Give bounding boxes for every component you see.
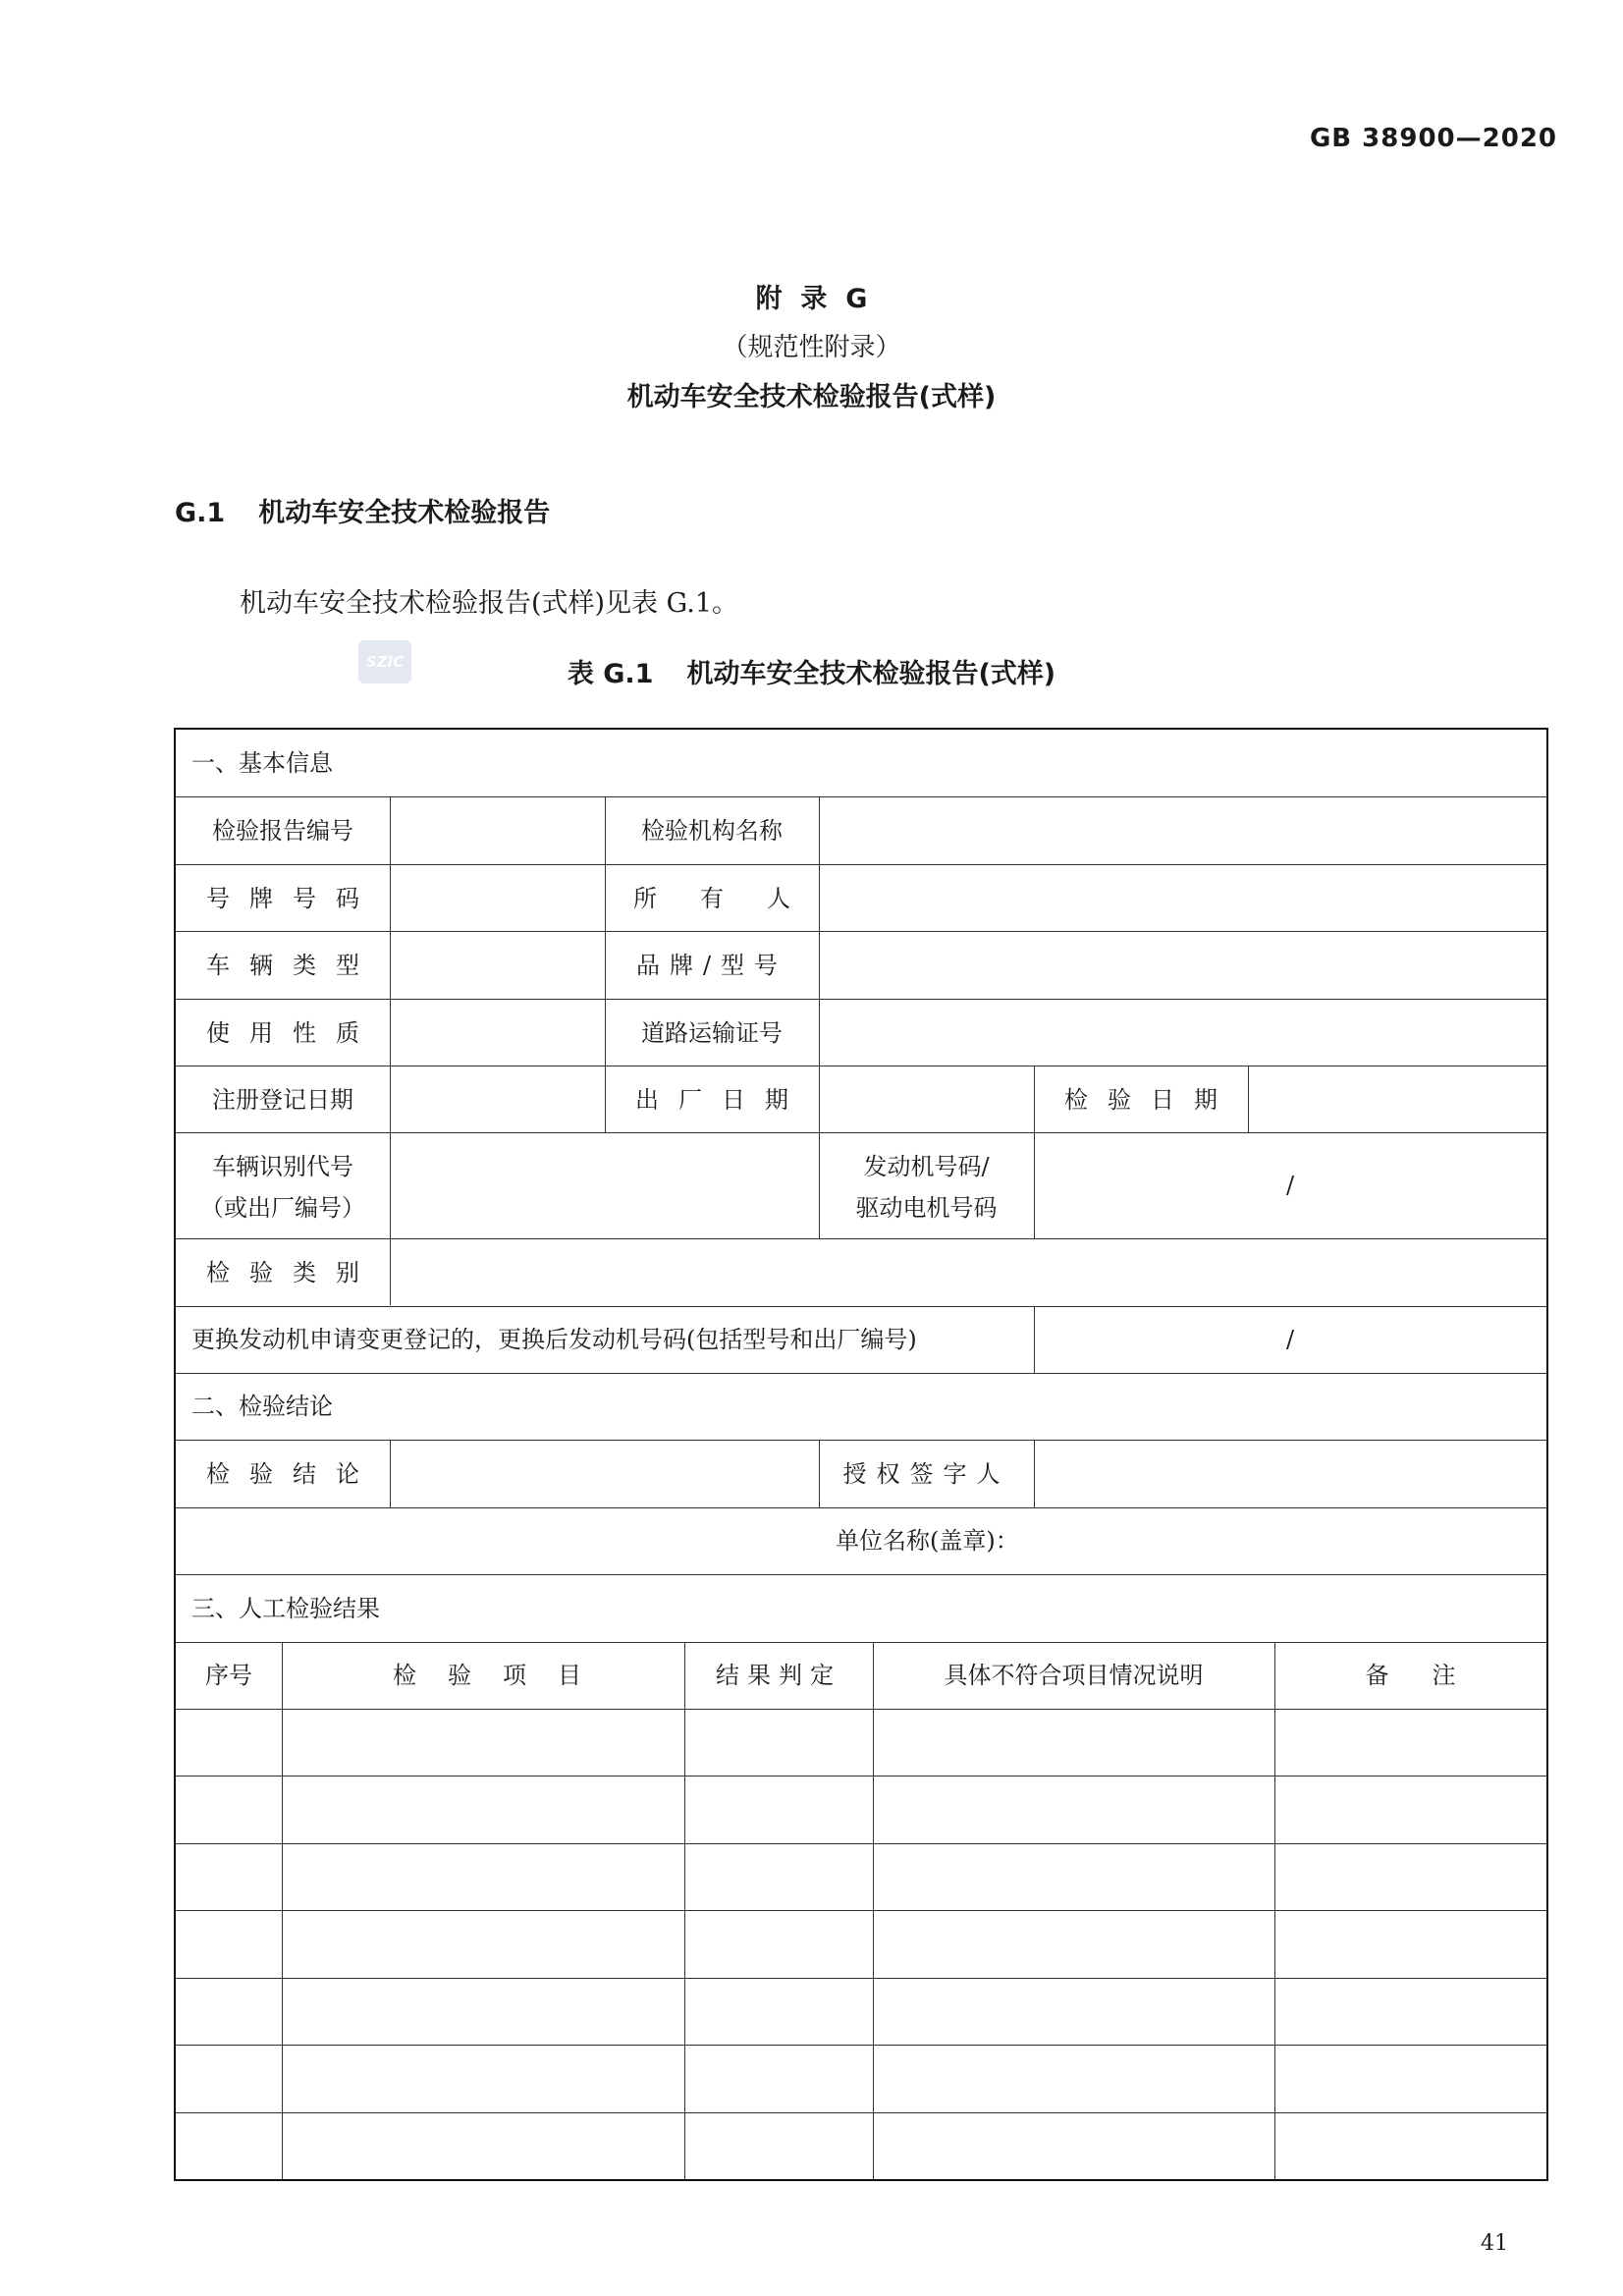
reg-date-label: 注册登记日期: [212, 1086, 353, 1114]
appendix-title: 附 录 G: [755, 284, 868, 314]
signer-label: 授权签字人: [842, 1460, 1010, 1488]
page-number: 41: [1481, 2231, 1508, 2256]
brand-model-label: 品牌/型号: [635, 952, 788, 979]
table-caption: [0, 652, 1623, 690]
inspect-category-label: 检验类别: [206, 1259, 379, 1286]
agency-name-label: 检验机构名称: [641, 817, 783, 845]
owner-label: 所有人: [633, 885, 834, 912]
report-no-label: 检验报告编号: [212, 817, 353, 845]
conclusion-heading: 二、检验结论: [191, 1393, 333, 1420]
standard-number: GB 38900—2020: [1309, 124, 1557, 153]
appendix-name: 机动车安全技术检验报告(式样): [626, 382, 997, 412]
engine-label-line2: 驱动电机号码: [855, 1194, 998, 1222]
manual-results-heading: 三、人工检验结果: [191, 1595, 380, 1622]
col-detail-header: 具体不符合项目情况说明: [944, 1662, 1204, 1689]
use-nature-label: 使用性质: [206, 1019, 379, 1047]
road-permit-label: 道路运输证号: [641, 1019, 783, 1047]
watermark-logo: SZIC: [358, 640, 411, 683]
section-title: 机动车安全技术检验报告: [258, 498, 551, 528]
col-item-header: 检验项目: [393, 1662, 613, 1689]
section-number: G.1: [175, 498, 226, 528]
plate-no-label: 号牌号码: [206, 885, 379, 912]
vin-label-line2: （或出厂编号）: [200, 1194, 365, 1222]
mfg-date-label: 出厂日期: [635, 1086, 808, 1114]
engine-change-label: 更换发动机申请变更登记的，更换后发动机号码(包括型号和出厂编号): [191, 1326, 917, 1353]
table-caption-number: 表 G.1: [567, 659, 654, 689]
col-result-header: 结果判定: [716, 1662, 841, 1689]
engine-no-slash: /: [1285, 1172, 1295, 1199]
col-seq-header: 序号: [205, 1662, 252, 1689]
conclusion-label: 检验结论: [206, 1460, 379, 1488]
vin-label-line1: 车辆识别代号: [212, 1153, 353, 1180]
appendix-subtitle: （规范性附录）: [722, 333, 901, 362]
basic-info-heading: 一、基本信息: [191, 749, 333, 777]
report-form-table: [174, 728, 1548, 2181]
table-caption-title: 机动车安全技术检验报告(式样): [686, 659, 1056, 689]
body-paragraph: 机动车安全技术检验报告(式样)见表 G.1。: [240, 588, 739, 619]
section-heading: [175, 491, 550, 529]
engine-change-slash: /: [1285, 1326, 1295, 1353]
engine-label-line1: 发动机号码/: [863, 1153, 990, 1180]
col-note-header: 备注: [1365, 1662, 1499, 1689]
inspect-date-label: 检验日期: [1064, 1086, 1237, 1114]
vehicle-type-label: 车辆类型: [206, 952, 379, 979]
unit-seal-label: 单位名称(盖章)：: [836, 1527, 1019, 1555]
